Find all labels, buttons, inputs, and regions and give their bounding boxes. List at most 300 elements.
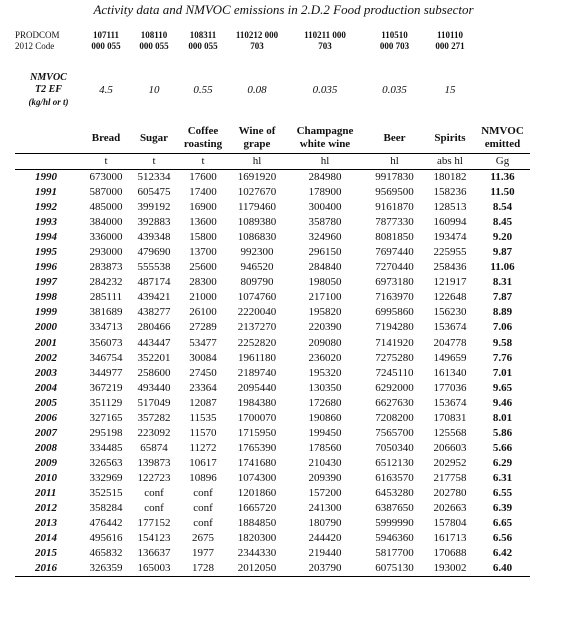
table-cell: 2675: [192, 532, 214, 545]
table-cell: 300400: [308, 201, 342, 214]
table-cell: 160994: [433, 216, 467, 229]
emission-factor-table: [15, 72, 475, 108]
table-cell: 673000: [89, 171, 123, 184]
table-cell: 1691920: [237, 171, 277, 184]
year-cell: 1993: [35, 216, 57, 229]
prodcom-label-line1: PRODCOM: [15, 30, 60, 40]
table-cell: 6075130: [364, 561, 425, 577]
year-cell: 2009: [35, 456, 57, 469]
table-cell: 28300: [189, 276, 217, 289]
table-cell: 209390: [308, 471, 342, 484]
table-cell: 12087: [189, 396, 217, 409]
table-cell: 334713: [89, 321, 123, 334]
prodcom-code-part: 110211 000: [304, 30, 346, 40]
table-cell: 284232: [89, 276, 123, 289]
table-cell: 7208200: [375, 411, 414, 424]
table-cell: 161340: [433, 366, 467, 379]
table-cell: 6973180: [375, 276, 414, 289]
table-cell: 358780: [308, 216, 342, 229]
table-row: [15, 456, 530, 471]
table-cell: 332969: [89, 471, 123, 484]
table-cell: 1201860: [237, 487, 277, 499]
table-cell: 202952: [433, 456, 467, 469]
year-cell: 2012: [35, 502, 57, 515]
ef-label: [15, 72, 82, 108]
nmvoc-cell: 9.58: [492, 336, 513, 349]
table-row: [15, 501, 530, 516]
table-cell: 53477: [189, 336, 217, 349]
table-cell: 555538: [137, 261, 171, 274]
nmvoc-cell: 6.31: [492, 471, 513, 484]
table-cell: 295198: [89, 426, 123, 439]
column-header: Spirits: [434, 131, 466, 144]
table-cell: 11570: [189, 426, 217, 439]
table-cell: 130350: [308, 381, 342, 394]
table-cell: 217758: [433, 471, 467, 484]
column-header: Bread: [91, 131, 121, 144]
nmvoc-cell: 11.36: [490, 171, 515, 184]
year-cell: 1992: [35, 201, 57, 214]
table-row: [15, 336, 530, 351]
year-cell: 2000: [35, 321, 57, 334]
table-cell: 172680: [308, 396, 342, 409]
table-cell: 27450: [189, 366, 217, 379]
table-cell: 122648: [433, 291, 467, 304]
table-cell: conf: [144, 502, 164, 515]
table-cell: conf: [193, 502, 213, 515]
nmvoc-cell: 6.42: [492, 547, 513, 560]
table-cell: 9917830: [375, 171, 414, 184]
prodcom-code-beer: [364, 30, 425, 52]
year-cell: 2004: [35, 381, 57, 394]
nmvoc-cell: 8.31: [492, 276, 513, 289]
table-cell: 1700070: [237, 411, 277, 424]
table-cell: 296150: [308, 246, 342, 259]
unit-cell: hl: [228, 154, 286, 170]
unit-cell: [15, 154, 82, 170]
ef-label-line2: T2 EF: [35, 84, 62, 95]
table-row: [15, 366, 530, 381]
table-row: [15, 441, 530, 456]
unit-cell: Gg: [475, 154, 530, 170]
table-cell: 149659: [433, 351, 467, 364]
table-cell: 324960: [308, 231, 342, 244]
table-row: [15, 245, 530, 260]
table-cell: 136637: [137, 547, 171, 560]
table-cell: 180790: [308, 517, 342, 530]
table-cell: 2012050: [228, 561, 286, 577]
nmvoc-cell: 8.01: [492, 411, 513, 424]
nmvoc-cell: 9.87: [492, 246, 513, 259]
unit-cell: hl: [364, 154, 425, 170]
table-row: [15, 275, 530, 290]
table-cell: 6995860: [375, 306, 414, 319]
year-header: [15, 123, 82, 154]
table-cell: 344977: [89, 366, 123, 379]
table-cell: 121917: [433, 276, 467, 289]
table-row: [15, 260, 530, 275]
table-cell: 199450: [308, 426, 342, 439]
table-cell: 809790: [240, 276, 274, 289]
table-cell: 2220040: [237, 306, 277, 319]
nmvoc-cell: 9.46: [492, 396, 513, 409]
table-cell: 2137270: [237, 321, 277, 334]
table-cell: 334485: [89, 441, 123, 454]
table-row: [15, 411, 530, 426]
table-cell: 158236: [433, 186, 467, 199]
nmvoc-cell: 9.65: [492, 381, 513, 394]
table-row: [15, 170, 530, 186]
table-cell: 1089380: [237, 216, 277, 229]
year-cell: 2003: [35, 366, 57, 379]
table-cell: 11272: [189, 441, 217, 454]
table-cell: 26100: [189, 306, 217, 319]
table-cell: 198050: [308, 276, 342, 289]
table-cell: 392883: [137, 216, 171, 229]
table-cell: 178560: [308, 441, 342, 454]
table-cell: 283873: [89, 261, 123, 274]
table-cell: 220390: [308, 321, 342, 334]
table-row: [15, 531, 530, 546]
table-cell: 7877330: [375, 216, 414, 229]
table-row: [15, 351, 530, 366]
column-header: NMVOC emitted: [481, 125, 524, 150]
unit-cell: t: [130, 154, 178, 170]
nmvoc-cell: 6.40: [475, 561, 530, 577]
prodcom-code-coffee: [178, 30, 228, 52]
column-header: Coffee roasting: [183, 125, 223, 150]
table-cell: conf: [144, 487, 164, 499]
year-cell: 2005: [35, 396, 57, 409]
table-cell: 1086830: [237, 231, 277, 244]
table-cell: 352201: [137, 351, 171, 364]
table-cell: 1884850: [237, 517, 277, 530]
table-row: [15, 426, 530, 441]
table-cell: 21000: [189, 291, 217, 304]
table-row: [15, 305, 530, 320]
table-cell: 17400: [189, 186, 217, 199]
table-cell: 1977: [192, 547, 214, 560]
table-row: [15, 546, 530, 561]
table-cell: 190860: [308, 411, 342, 424]
prodcom-label: [15, 30, 82, 52]
table-cell: 485000: [89, 201, 123, 214]
table-cell: 285111: [89, 291, 123, 304]
emissions-data-table: [15, 123, 530, 577]
table-cell: 139873: [137, 456, 171, 469]
table-cell: 1665720: [237, 502, 277, 515]
year-cell: 1990: [35, 171, 57, 184]
prodcom-code-bread: [82, 30, 130, 52]
unit-row: [15, 154, 530, 170]
table-cell: 284840: [308, 261, 342, 274]
year-cell: 2010: [35, 471, 57, 484]
table-cell: 30084: [189, 351, 217, 364]
table-cell: 351129: [89, 396, 123, 409]
table-row: [15, 561, 530, 577]
table-cell: 7565700: [375, 426, 414, 439]
table-cell: 495616: [89, 532, 123, 545]
table-cell: 465832: [89, 547, 123, 560]
table-cell: 244420: [308, 532, 342, 545]
table-cell: 512334: [137, 171, 171, 184]
column-header: Champagne white wine: [296, 125, 354, 150]
nmvoc-cell: 11.50: [490, 186, 515, 199]
prodcom-code-part: 110212 000: [235, 30, 279, 40]
nmvoc-cell: 7.06: [492, 321, 513, 334]
table-row: [15, 215, 530, 230]
prodcom-code-part: 108311: [189, 30, 217, 40]
prodcom-code-sugar: [130, 30, 178, 52]
table-cell: 9161870: [375, 201, 414, 214]
table-cell: conf: [193, 487, 213, 499]
table-row: [15, 516, 530, 531]
table-cell: 1961180: [237, 351, 277, 364]
table-cell: 161713: [433, 532, 467, 545]
table-cell: 399192: [137, 201, 171, 214]
table-cell: 170688: [433, 547, 467, 560]
table-cell: 17600: [189, 171, 217, 184]
table-cell: 2095440: [237, 381, 277, 394]
nmvoc-cell: 8.45: [492, 216, 513, 229]
table-cell: 236020: [308, 351, 342, 364]
table-cell: 1074760: [237, 291, 277, 304]
year-cell: 2006: [35, 411, 57, 424]
table-cell: 170831: [433, 411, 467, 424]
year-cell: 2013: [35, 517, 57, 530]
nmvoc-cell: 6.55: [492, 487, 513, 499]
table-cell: 153674: [433, 321, 467, 334]
table-cell: 178900: [308, 186, 342, 199]
table-cell: 156230: [433, 306, 467, 319]
table-cell: 193474: [433, 231, 467, 244]
prodcom-code-champagne: [286, 30, 364, 52]
year-cell: 1996: [35, 261, 57, 274]
table-cell: 7275280: [375, 351, 414, 364]
table-cell: 206603: [433, 441, 467, 454]
table-cell: 293000: [89, 246, 123, 259]
table-cell: 10617: [189, 456, 217, 469]
ef-value: 4.5: [99, 84, 113, 96]
prodcom-code-part: 000 055: [139, 41, 169, 51]
table-cell: 7163970: [375, 291, 414, 304]
year-cell: 2008: [35, 441, 57, 454]
table-title: Activity data and NMVOC emissions in 2.D.2 Food production subsector: [93, 2, 474, 17]
table-body: [15, 170, 530, 577]
prodcom-code-part: 108110: [140, 30, 168, 40]
unit-cell: abs hl: [425, 154, 475, 170]
table-cell: 210430: [308, 456, 342, 469]
ef-value: 0.035: [312, 84, 338, 96]
table-cell: 258436: [433, 261, 467, 274]
nmvoc-cell: 6.65: [492, 517, 513, 530]
table-row: [15, 381, 530, 396]
column-header: Wine of grape: [238, 125, 276, 150]
table-cell: 153674: [433, 396, 467, 409]
prodcom-code-part: 000 055: [188, 41, 218, 51]
nmvoc-cell: 9.20: [492, 231, 513, 244]
year-cell: 2002: [35, 351, 57, 364]
prodcom-code-part: 110110: [436, 30, 463, 40]
table-cell: 1765390: [237, 441, 277, 454]
prodcom-code-part: 000 055: [91, 41, 121, 51]
table-cell: 203790: [286, 561, 364, 577]
table-cell: 6163570: [375, 471, 414, 484]
table-cell: 5946360: [375, 532, 414, 545]
table-cell: 7141920: [375, 336, 414, 349]
table-cell: 23364: [189, 381, 217, 394]
table-cell: 358284: [89, 502, 123, 515]
prodcom-code-part: 000 271: [435, 41, 465, 51]
table-cell: 180182: [433, 171, 467, 184]
table-cell: 2189740: [237, 366, 277, 379]
table-cell: 165003: [130, 561, 178, 577]
table-cell: 217100: [308, 291, 342, 304]
prodcom-code-spirits: [425, 30, 475, 52]
table-cell: 2344330: [237, 547, 277, 560]
table-cell: 225955: [433, 246, 467, 259]
table-cell: 1179460: [237, 201, 277, 214]
table-cell: 13700: [189, 246, 217, 259]
year-cell: 2015: [35, 547, 57, 560]
prodcom-code-part: 703: [318, 41, 332, 51]
table-row: [15, 230, 530, 245]
table-cell: 5999990: [375, 517, 414, 530]
table-cell: 195820: [308, 306, 342, 319]
table-cell: 193002: [425, 561, 475, 577]
prodcom-code-wine: [228, 30, 286, 52]
prodcom-label-line2: 2012 Code: [15, 41, 55, 51]
unit-cell: t: [178, 154, 228, 170]
table-cell: 202780: [433, 487, 467, 499]
table-cell: 258600: [137, 366, 171, 379]
table-cell: 7194280: [375, 321, 414, 334]
prodcom-code-part: 703: [250, 41, 264, 51]
year-cell: 1998: [35, 291, 57, 304]
table-cell: 1715950: [237, 426, 277, 439]
table-cell: 280466: [137, 321, 171, 334]
unit-cell: hl: [286, 154, 364, 170]
table-cell: 157200: [308, 487, 342, 499]
table-cell: 6512130: [375, 456, 414, 469]
table-cell: 7270440: [375, 261, 414, 274]
table-cell: 219440: [308, 547, 342, 560]
column-header: Beer: [383, 131, 406, 144]
table-row: [15, 486, 530, 501]
table-cell: 1074300: [237, 471, 277, 484]
table-cell: 487174: [137, 276, 171, 289]
table-cell: 11535: [189, 411, 217, 424]
table-cell: 381689: [89, 306, 123, 319]
table-cell: 1984380: [237, 396, 277, 409]
year-cell: 1991: [35, 186, 57, 199]
table-cell: 476442: [89, 517, 123, 530]
table-cell: 438277: [137, 306, 171, 319]
ef-row: [15, 72, 475, 108]
table-cell: 346754: [89, 351, 123, 364]
table-row: [15, 290, 530, 305]
ef-value: 0.08: [247, 84, 267, 96]
table-cell: 384000: [89, 216, 123, 229]
table-cell: 356073: [89, 336, 123, 349]
nmvoc-cell: 6.39: [492, 502, 513, 515]
table-cell: 1820300: [237, 532, 277, 545]
nmvoc-cell: 11.06: [490, 261, 515, 274]
table-row: [15, 185, 530, 200]
table-cell: 27289: [189, 321, 217, 334]
table-cell: 128513: [433, 201, 467, 214]
table-cell: 352515: [89, 487, 123, 499]
table-cell: 209080: [308, 336, 342, 349]
unit-cell: t: [82, 154, 130, 170]
table-row: [15, 396, 530, 411]
prodcom-code-part: 000 703: [379, 41, 410, 51]
table-cell: 204778: [433, 336, 467, 349]
nmvoc-cell: 5.66: [492, 441, 513, 454]
nmvoc-cell: 8.54: [492, 201, 513, 214]
table-cell: 177152: [137, 517, 171, 530]
prodcom-row: [15, 30, 475, 52]
table-cell: conf: [193, 517, 213, 530]
prodcom-code-table: [15, 30, 475, 52]
nmvoc-cell: 8.89: [492, 306, 513, 319]
table-cell: 493440: [137, 381, 171, 394]
ef-value: 0.55: [193, 84, 213, 96]
table-row: [15, 200, 530, 215]
year-cell: 1994: [35, 231, 57, 244]
table-cell: 241300: [308, 502, 342, 515]
year-cell: 2001: [35, 336, 57, 349]
table-cell: 195320: [308, 366, 342, 379]
ef-label-line1: NMVOC: [30, 72, 67, 83]
table-cell: 6627630: [375, 396, 414, 409]
table-cell: 326359: [82, 561, 130, 577]
table-cell: 284980: [308, 171, 342, 184]
table-cell: 10896: [189, 471, 217, 484]
table-cell: 7050340: [375, 441, 414, 454]
table-cell: 6292000: [375, 381, 414, 394]
table-cell: 367219: [89, 381, 123, 394]
table-cell: 6453280: [375, 487, 414, 499]
table-cell: 517049: [137, 396, 171, 409]
year-cell: 1997: [35, 276, 57, 289]
table-cell: 154123: [137, 532, 171, 545]
table-cell: 605475: [137, 186, 171, 199]
table-row: [15, 471, 530, 486]
table-cell: 327165: [89, 411, 123, 424]
table-cell: 2252820: [237, 336, 277, 349]
table-row: [15, 320, 530, 335]
table-cell: 65874: [140, 441, 168, 454]
table-cell: 443447: [137, 336, 171, 349]
table-cell: 177036: [433, 381, 467, 394]
table-cell: 8081850: [375, 231, 414, 244]
table-cell: 992300: [240, 246, 274, 259]
year-cell: 2016: [15, 561, 82, 577]
year-cell: 1995: [35, 246, 57, 259]
year-cell: 2007: [35, 426, 57, 439]
table-cell: 336000: [89, 231, 123, 244]
table-cell: 439348: [137, 231, 171, 244]
nmvoc-cell: 7.01: [492, 366, 513, 379]
table-cell: 587000: [89, 186, 123, 199]
ef-value: 0.035: [382, 84, 407, 96]
column-header: Sugar: [139, 131, 169, 144]
table-cell: 7697440: [375, 246, 414, 259]
table-cell: 13600: [189, 216, 217, 229]
nmvoc-cell: 7.87: [492, 291, 513, 304]
table-cell: 1728: [178, 561, 228, 577]
